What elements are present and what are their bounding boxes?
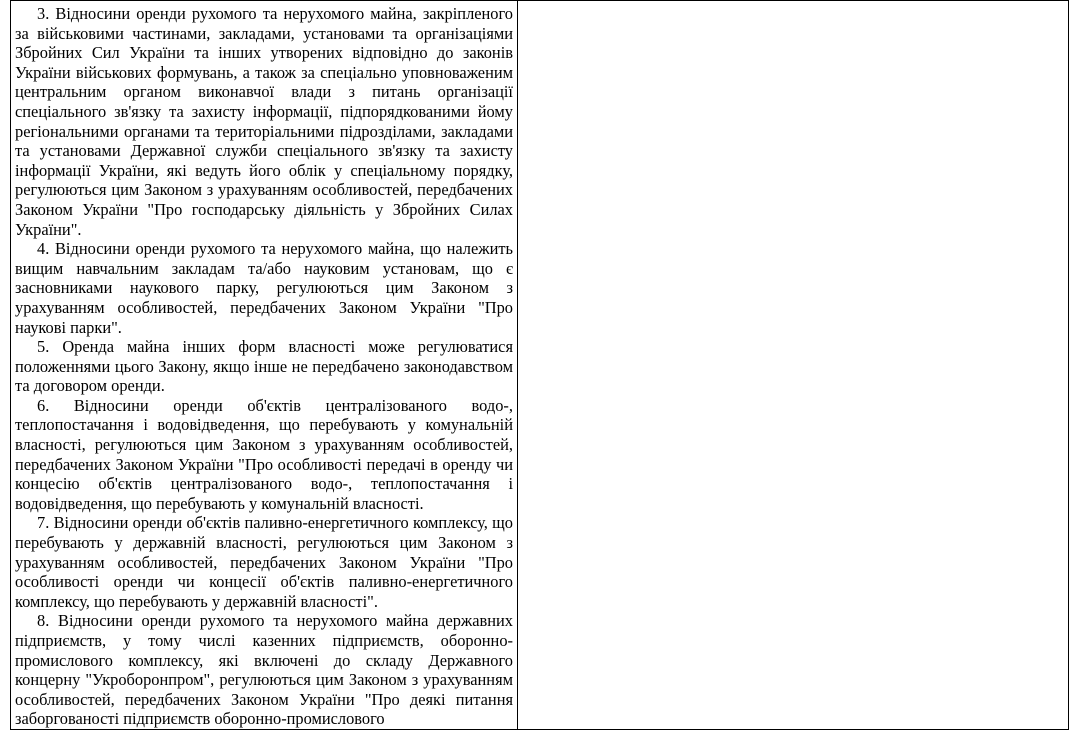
table-row bbox=[11, 1, 1069, 730]
paragraph-item-7: 7. Відносини оренди об'єктів паливно-енергетичного комплексу, що перебувають у державній власності, регулюються цим Законом з урахуванням особливостей, передбачених Законом України "Про особливості оренди чи концесії об'єктів паливно-енергетичного комплексу, що перебувають у державній власності". bbox=[15, 513, 513, 611]
paragraph-item-5: 5. Оренда майна інших форм власності може регулюватися положеннями цього Закону, якщо інше не передбачено законодавством та договором оренди. bbox=[15, 337, 513, 396]
left-column-cell bbox=[11, 1, 518, 730]
paragraph-item-8: 8. Відносини оренди рухомого та нерухомого майна державних підприємств, у тому числі казенних підприємств, оборонно-промислового комплексу, які включені до складу Державного концерну "Укроборонпром", регулюються цим Законом з урахуванням особливостей, передбачених Законом України "Про деякі питання заборгованості підприємств оборонно-промислового bbox=[15, 611, 513, 729]
paragraph-item-4: 4. Відносини оренди рухомого та нерухомого майна, що належить вищим навчальним закладам та/або науковим установам, що є засновниками наукового парку, регулюються цим Законом з урахуванням особливостей, передбачених Законом України "Про наукові парки". bbox=[15, 239, 513, 337]
paragraph-item-3: 3. Відносини оренди рухомого та нерухомого майна, закріпленого за військовими частинами, закладами, установами та організаціями Збройних Сил України та інших утворених відповідно до законів України військових формувань, а також за спеціально уповноваженим центральним органом виконавчої влади з питань організації спеціального зв'язку та захисту інформації, підпорядкованими йому регіональними органами та територіальними підрозділами, закладами та установами Державної служби спеціального зв'язку та захисту інформації України, які ведуть його облік у спеціальному порядку, регулюються цим Законом з урахуванням особливостей, передбачених Законом України "Про господарську діяльність у Збройних Силах України". bbox=[15, 4, 513, 239]
comparison-table bbox=[10, 0, 1069, 730]
right-column-cell bbox=[518, 1, 1069, 730]
paragraph-item-6: 6. Відносини оренди об'єктів централізованого водо-, теплопостачання і водовідведення, що перебувають у комунальній власності, регулюються цим Законом з урахуванням особливостей, передбачених Законом України "Про особливості передачі в оренду чи концесію об'єктів централізованого водо-, теплопостачання і водовідведення, що перебувають у комунальній власності. bbox=[15, 395, 513, 513]
